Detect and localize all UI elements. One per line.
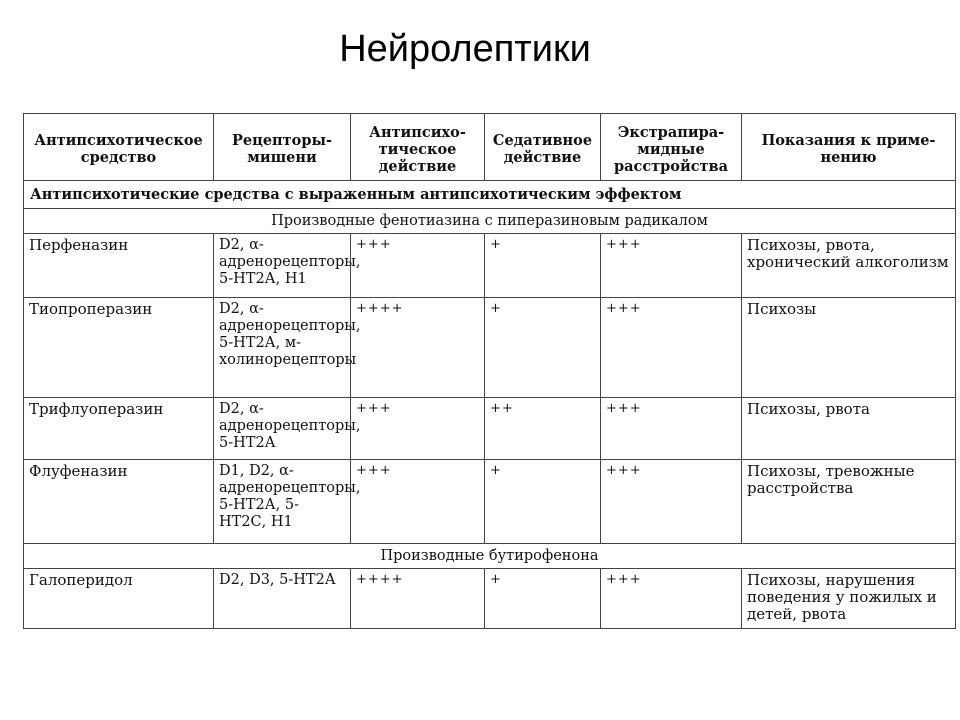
- subgroup-heading: Производные фенотиазина с пиперазиновым радикалом: [24, 209, 956, 234]
- sedative-effect: ++: [485, 398, 601, 460]
- antipsychotic-effect: ++++: [351, 298, 485, 398]
- table-row: [24, 234, 956, 298]
- eps-effect: +++: [601, 398, 742, 460]
- subgroup-row: [24, 209, 956, 234]
- header-drug: Антипсихотическое средство: [24, 114, 214, 181]
- header-receptors: Рецепторы-мишени: [214, 114, 351, 181]
- indications: Психозы: [742, 298, 956, 398]
- page-title: Нейролептики: [339, 28, 591, 70]
- antipsychotic-effect: +++: [351, 460, 485, 544]
- antipsychotic-effect: ++++: [351, 569, 485, 629]
- eps-effect: +++: [601, 569, 742, 629]
- header-indications: Показания к приме-нению: [742, 114, 956, 181]
- table-row: [24, 298, 956, 398]
- sedative-effect: +: [485, 569, 601, 629]
- antipsychotic-effect: +++: [351, 398, 485, 460]
- subgroup-heading: Производные бутирофенона: [24, 544, 956, 569]
- eps-effect: +++: [601, 234, 742, 298]
- indications: Психозы, тревожные расстройства: [742, 460, 956, 544]
- eps-effect: +++: [601, 298, 742, 398]
- header-eps: Экстрапира-мидные расстройства: [601, 114, 742, 181]
- indications: Психозы, рвота: [742, 398, 956, 460]
- drug-name: Перфеназин: [24, 234, 214, 298]
- header-sedative: Седативное действие: [485, 114, 601, 181]
- sedative-effect: +: [485, 460, 601, 544]
- drug-name: Трифлуоперазин: [24, 398, 214, 460]
- indications: Психозы, нарушения поведения у пожилых и детей, рвота: [742, 569, 956, 629]
- receptors: D2, α-адренорецепторы, 5-НТ2А, Н1: [214, 234, 351, 298]
- eps-effect: +++: [601, 460, 742, 544]
- subgroup-row: [24, 544, 956, 569]
- drug-name: Тиопроперазин: [24, 298, 214, 398]
- receptors: D2, α-адренорецепторы, 5-НТ2А: [214, 398, 351, 460]
- indications: Психозы, рвота, хронический алкоголизм: [742, 234, 956, 298]
- header-antipsychotic: Антипсихо-тическое действие: [351, 114, 485, 181]
- neuroleptics-table: [23, 113, 956, 629]
- table-row: [24, 398, 956, 460]
- sedative-effect: +: [485, 298, 601, 398]
- group-row: [24, 181, 956, 209]
- drug-name: Флуфеназин: [24, 460, 214, 544]
- group-heading: Антипсихотические средства с выраженным антипсихотическим эффектом: [24, 181, 956, 209]
- table-row: [24, 569, 956, 629]
- table-row: [24, 460, 956, 544]
- receptors: D2, D3, 5-НТ2А: [214, 569, 351, 629]
- receptors: D2, α-адренорецепторы, 5-НТ2А, м-холинорецепторы: [214, 298, 351, 398]
- drug-name: Галоперидол: [24, 569, 214, 629]
- receptors: D1, D2, α-адренорецепторы, 5-НТ2А, 5-НТ2С, Н1: [214, 460, 351, 544]
- antipsychotic-effect: +++: [351, 234, 485, 298]
- sedative-effect: +: [485, 234, 601, 298]
- table-header-row: [24, 114, 956, 181]
